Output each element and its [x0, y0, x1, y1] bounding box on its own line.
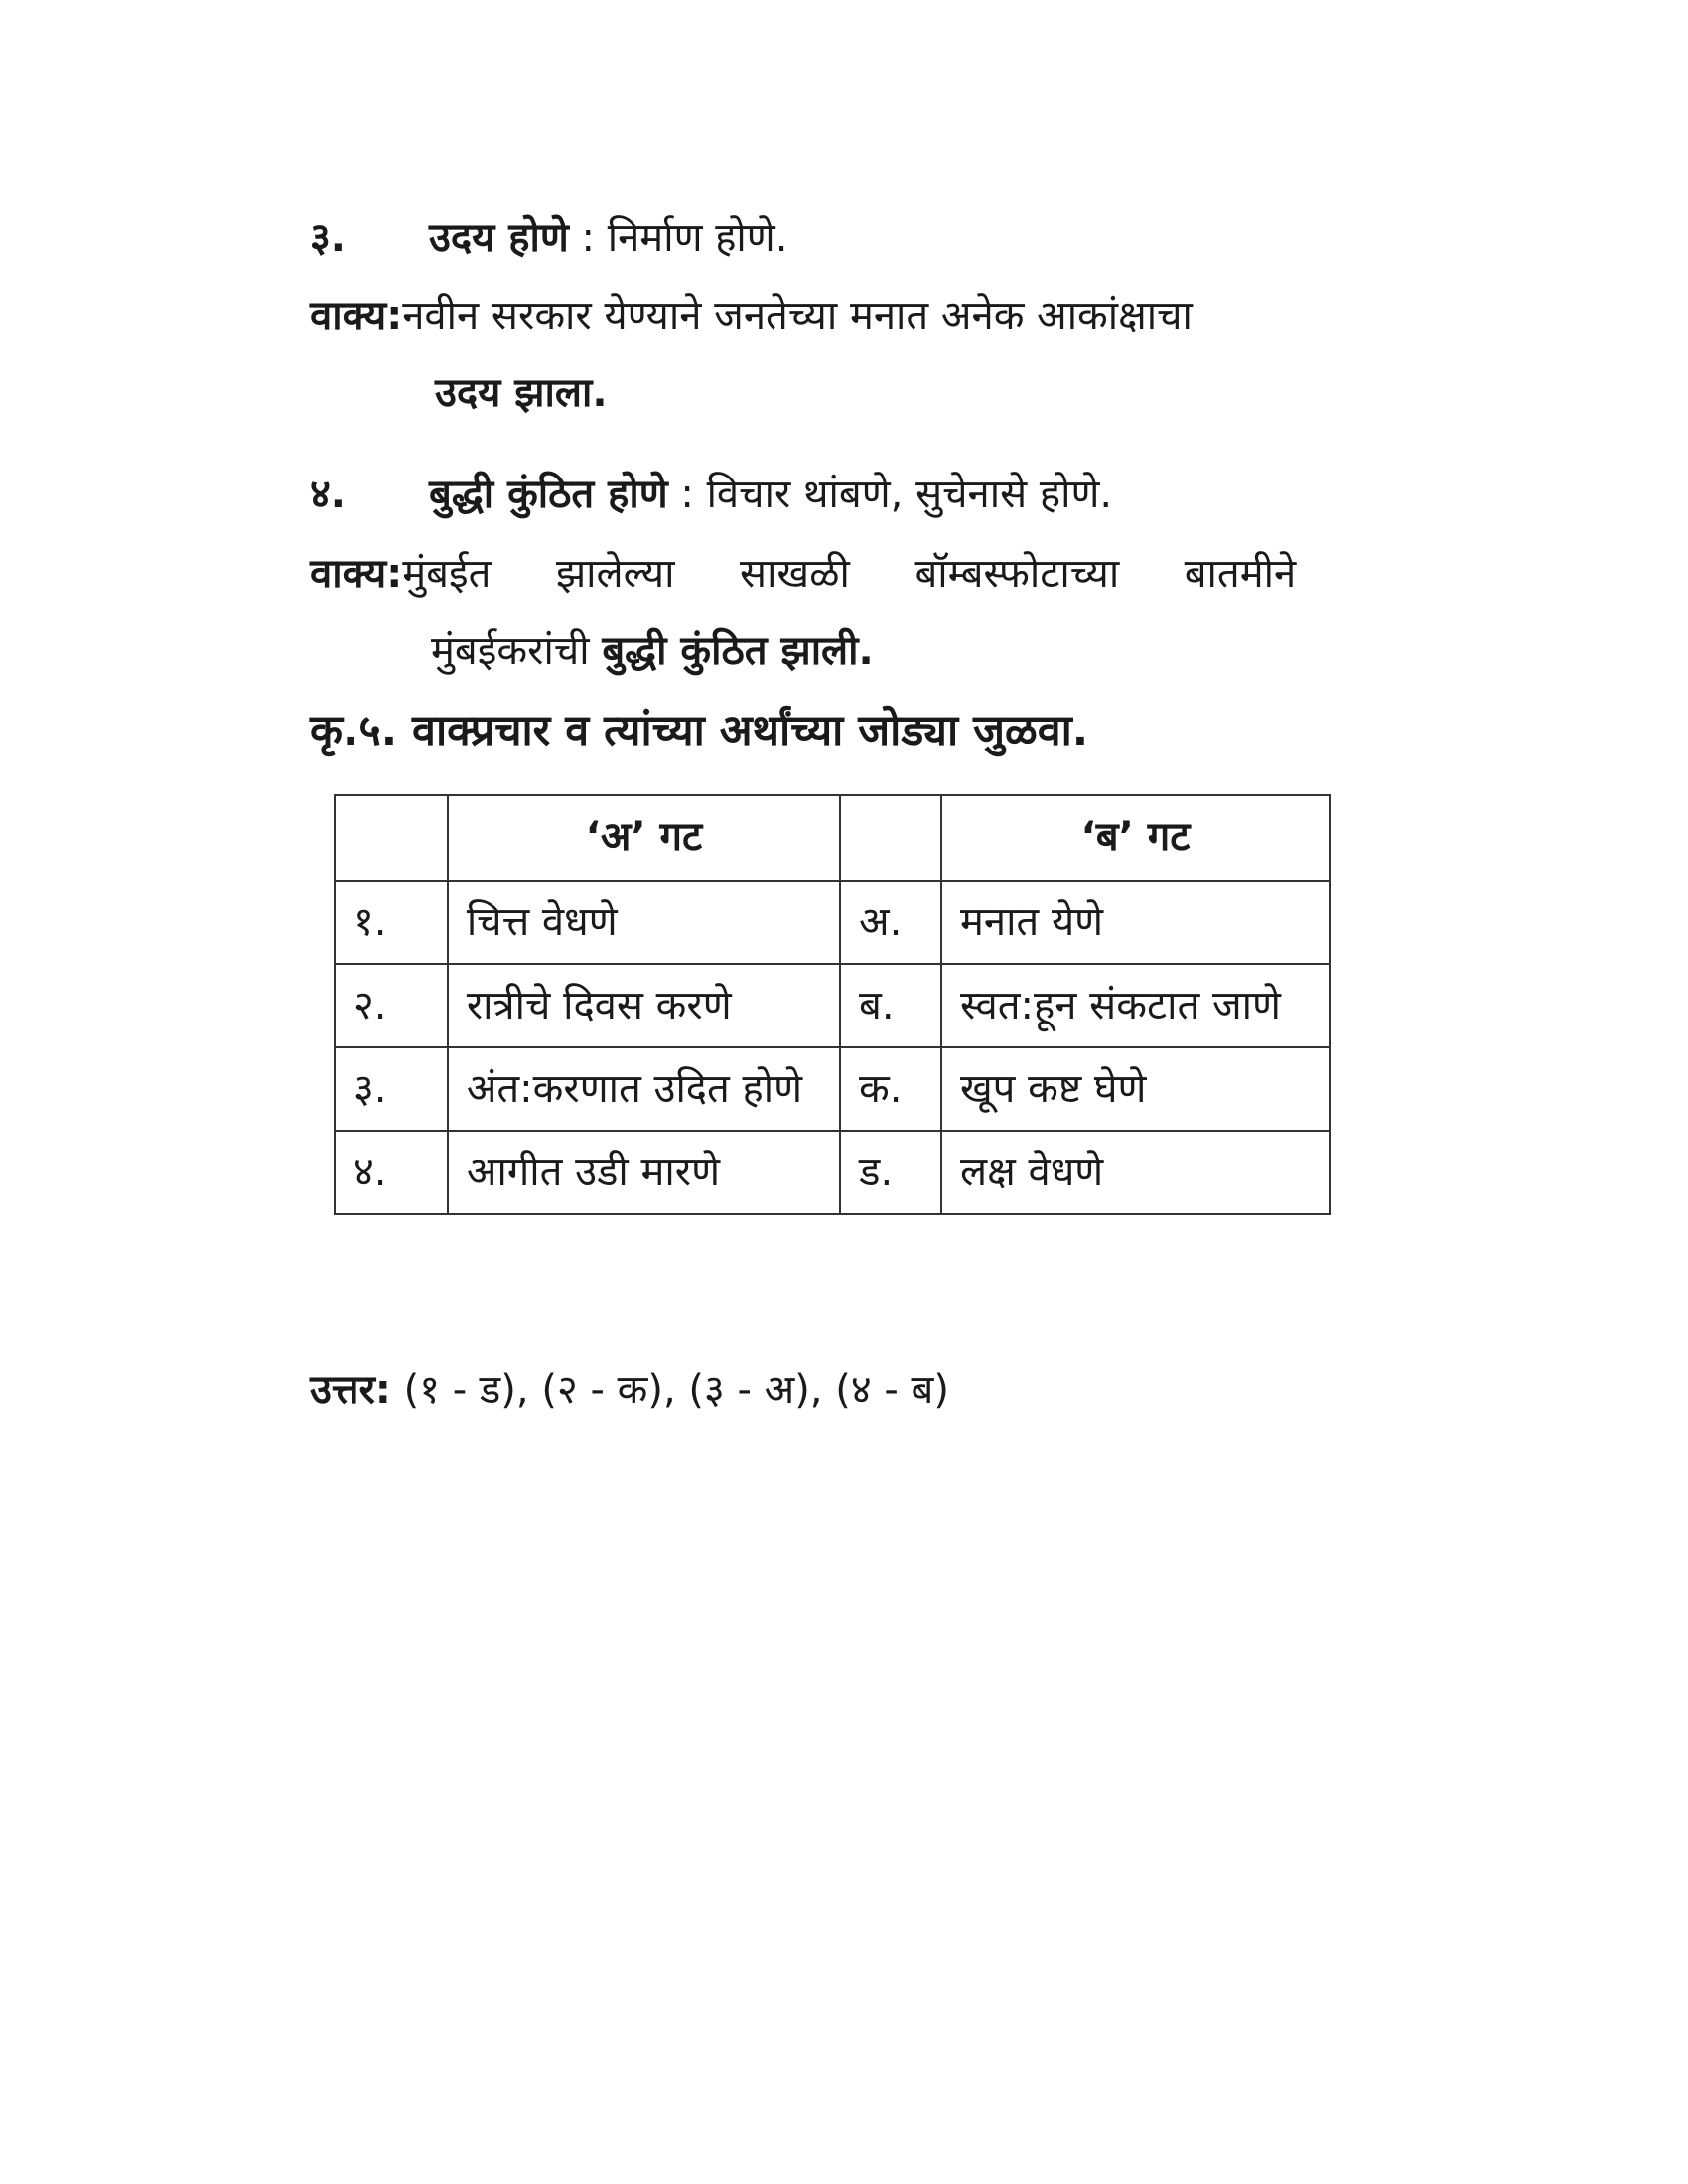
item4-word: झालेल्या: [555, 551, 675, 597]
item3-sentence-label: वाक्य:: [310, 293, 403, 339]
row-meaning: स्वत:हून संकटात जाणे: [941, 964, 1330, 1047]
header-group-b: ‘ब’ गट: [941, 795, 1330, 881]
item4-word: मुंबईत: [402, 551, 492, 597]
item4-phrase: बुद्धी कुंठित होणे: [429, 472, 668, 517]
item3-sentence-line2: उदय झाला.: [435, 370, 608, 416]
item4-sentence-line2: [431, 623, 874, 679]
row-number: २.: [335, 964, 448, 1047]
item3-heading: [310, 210, 787, 266]
row-phrase: रात्रीचे दिवस करणे: [448, 964, 840, 1047]
table-row: [335, 1131, 1330, 1214]
row-letter: क.: [840, 1047, 941, 1131]
header-group-a: ‘अ’ गट: [448, 795, 840, 881]
row-phrase: अंत:करणात उदित होणे: [448, 1047, 840, 1131]
row-meaning: मनात येणे: [941, 881, 1330, 964]
row-letter: ब.: [840, 964, 941, 1047]
item3-number: ३.: [310, 215, 346, 261]
answer-label: उत्तर:: [310, 1367, 391, 1413]
item4-sentence-label: वाक्य:: [310, 551, 403, 597]
answer-text: (१ - ड), (२ - क), (३ - अ), (४ - ब): [403, 1367, 949, 1413]
row-meaning: खूप कष्ट घेणे: [941, 1047, 1330, 1131]
item3-meaning: : निर्माण होणे.: [581, 215, 788, 261]
item4-heading: [310, 467, 1112, 522]
row-phrase: चित्त वेधणे: [448, 881, 840, 964]
item4-number: ४.: [310, 472, 346, 517]
item3-sentence-line1: [310, 288, 1193, 343]
item4-sentence-line2-normal: मुंबईकरांची: [431, 628, 603, 674]
row-phrase: आगीत उडी मारणे: [448, 1131, 840, 1214]
row-meaning: लक्ष वेधणे: [941, 1131, 1330, 1214]
row-letter: अ.: [840, 881, 941, 964]
question-label: कृ.५.: [310, 706, 398, 755]
row-letter: ड.: [840, 1131, 941, 1214]
item4-sentence-line1: [310, 546, 1296, 602]
item3-sentence-text: नवीन सरकार येण्याने जनतेच्या मनात अनेक आकांक्षाचा: [402, 293, 1193, 339]
table-row: [335, 1047, 1330, 1131]
row-number: ३.: [335, 1047, 448, 1131]
table-row: [335, 881, 1330, 964]
item4-word: साखळी: [740, 551, 850, 597]
item4-sentence-line2-bold: बुद्धी कुंठित झाली.: [602, 628, 874, 674]
row-number: १.: [335, 881, 448, 964]
matching-table: [334, 794, 1331, 1215]
item4-word: बॉम्बस्फोटाच्या: [914, 551, 1120, 597]
row-number: ४.: [335, 1131, 448, 1214]
table-header-row: [335, 795, 1330, 881]
table-row: [335, 964, 1330, 1047]
header-empty-2: [840, 795, 941, 881]
answer-line: [310, 1362, 949, 1418]
item3-phrase: उदय होणे: [429, 215, 569, 261]
item4-word: बातमीने: [1184, 551, 1297, 597]
item4-meaning: : विचार थांबणे, सुचेनासे होणे.: [680, 472, 1113, 517]
question-heading: [310, 703, 1088, 758]
item4-sentence-words: [402, 546, 1296, 602]
question-text: वाक्प्रचार व त्यांच्या अर्थांच्या जोड्या जुळवा.: [412, 706, 1089, 755]
header-empty-1: [335, 795, 448, 881]
